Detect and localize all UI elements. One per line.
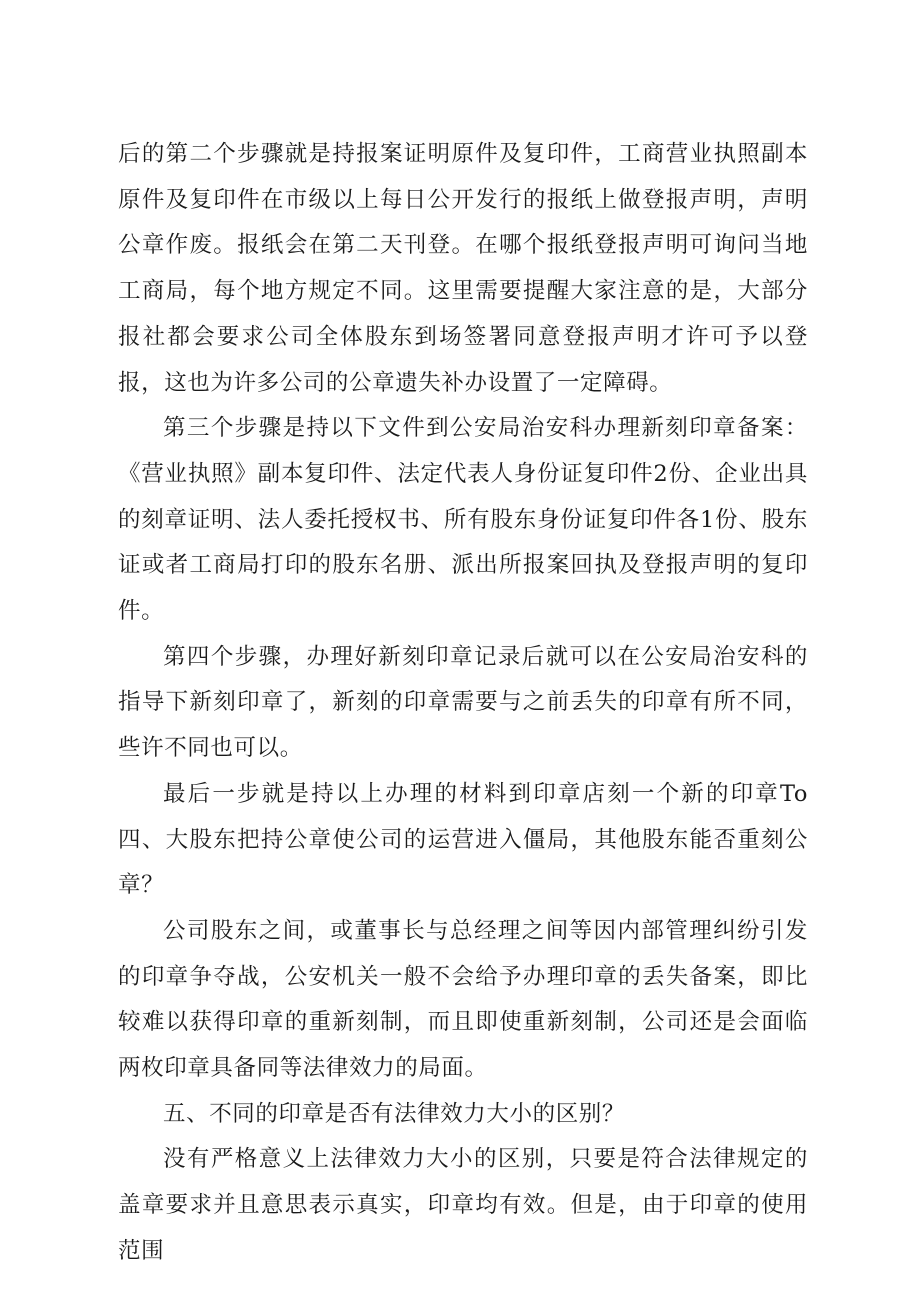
paragraph-final-step: 最后一步就是持以上办理的材料到印章店刻一个新的印章To四、大股东把持公章使公司的运营进入僵局，其他股东能否重刻公章？ xyxy=(118,780,808,899)
document-body xyxy=(118,132,808,1275)
paragraph-continuation: 后的第二个步骤就是持报案证明原件及复印件，工商营业执照副本原件及复印件在市级以上每日公开发行的报纸上做登报声明，声明公章作废。报纸会在第二天刊登。在哪个报纸登报声明可询问当地工商局，每个地方规定不同。这里需要提醒大家注意的是，大部分报社都会要求公司全体股东到场签署同意登报声明才许可予以登报，这也为许多公司的公章遗失补办设置了一定障碍。 xyxy=(118,141,808,396)
paragraph-step-four: 第四个步骤，办理好新刻印章记录后就可以在公安局治安科的指导下新刻印章了，新刻的印章需要与之前丢失的印章有所不同，些许不同也可以。 xyxy=(118,643,808,762)
paragraph-seal-dispute: 公司股东之间，或董事长与总经理之间等因内部管理纠纷引发的印章争夺战，公安机关一般不会给予办理印章的丢失备案，即比较难以获得印章的重新刻制，而且即使重新刻制，公司还是会面临两枚印章具备同等法律效力的局面。 xyxy=(118,917,808,1082)
section-heading-five: 五、不同的印章是否有法律效力大小的区别？ xyxy=(163,1100,626,1127)
paragraph-step-three: 第三个步骤是持以下文件到公安局治安科办理新刻印章备案：《营业执照》副本复印件、法定代表人身份证复印件2份、企业出具的刻章证明、法人委托授权书、所有股东身份证复印件各1份、股东证或者工商局打印的股东名册、派出所报案回执及登报声明的复印件。 xyxy=(118,415,808,625)
paragraph-legal-effect: 没有严格意义上法律效力大小的区别，只要是符合法律规定的盖章要求并且意思表示真实，印章均有效。但是，由于印章的使用范围 xyxy=(118,1146,808,1264)
